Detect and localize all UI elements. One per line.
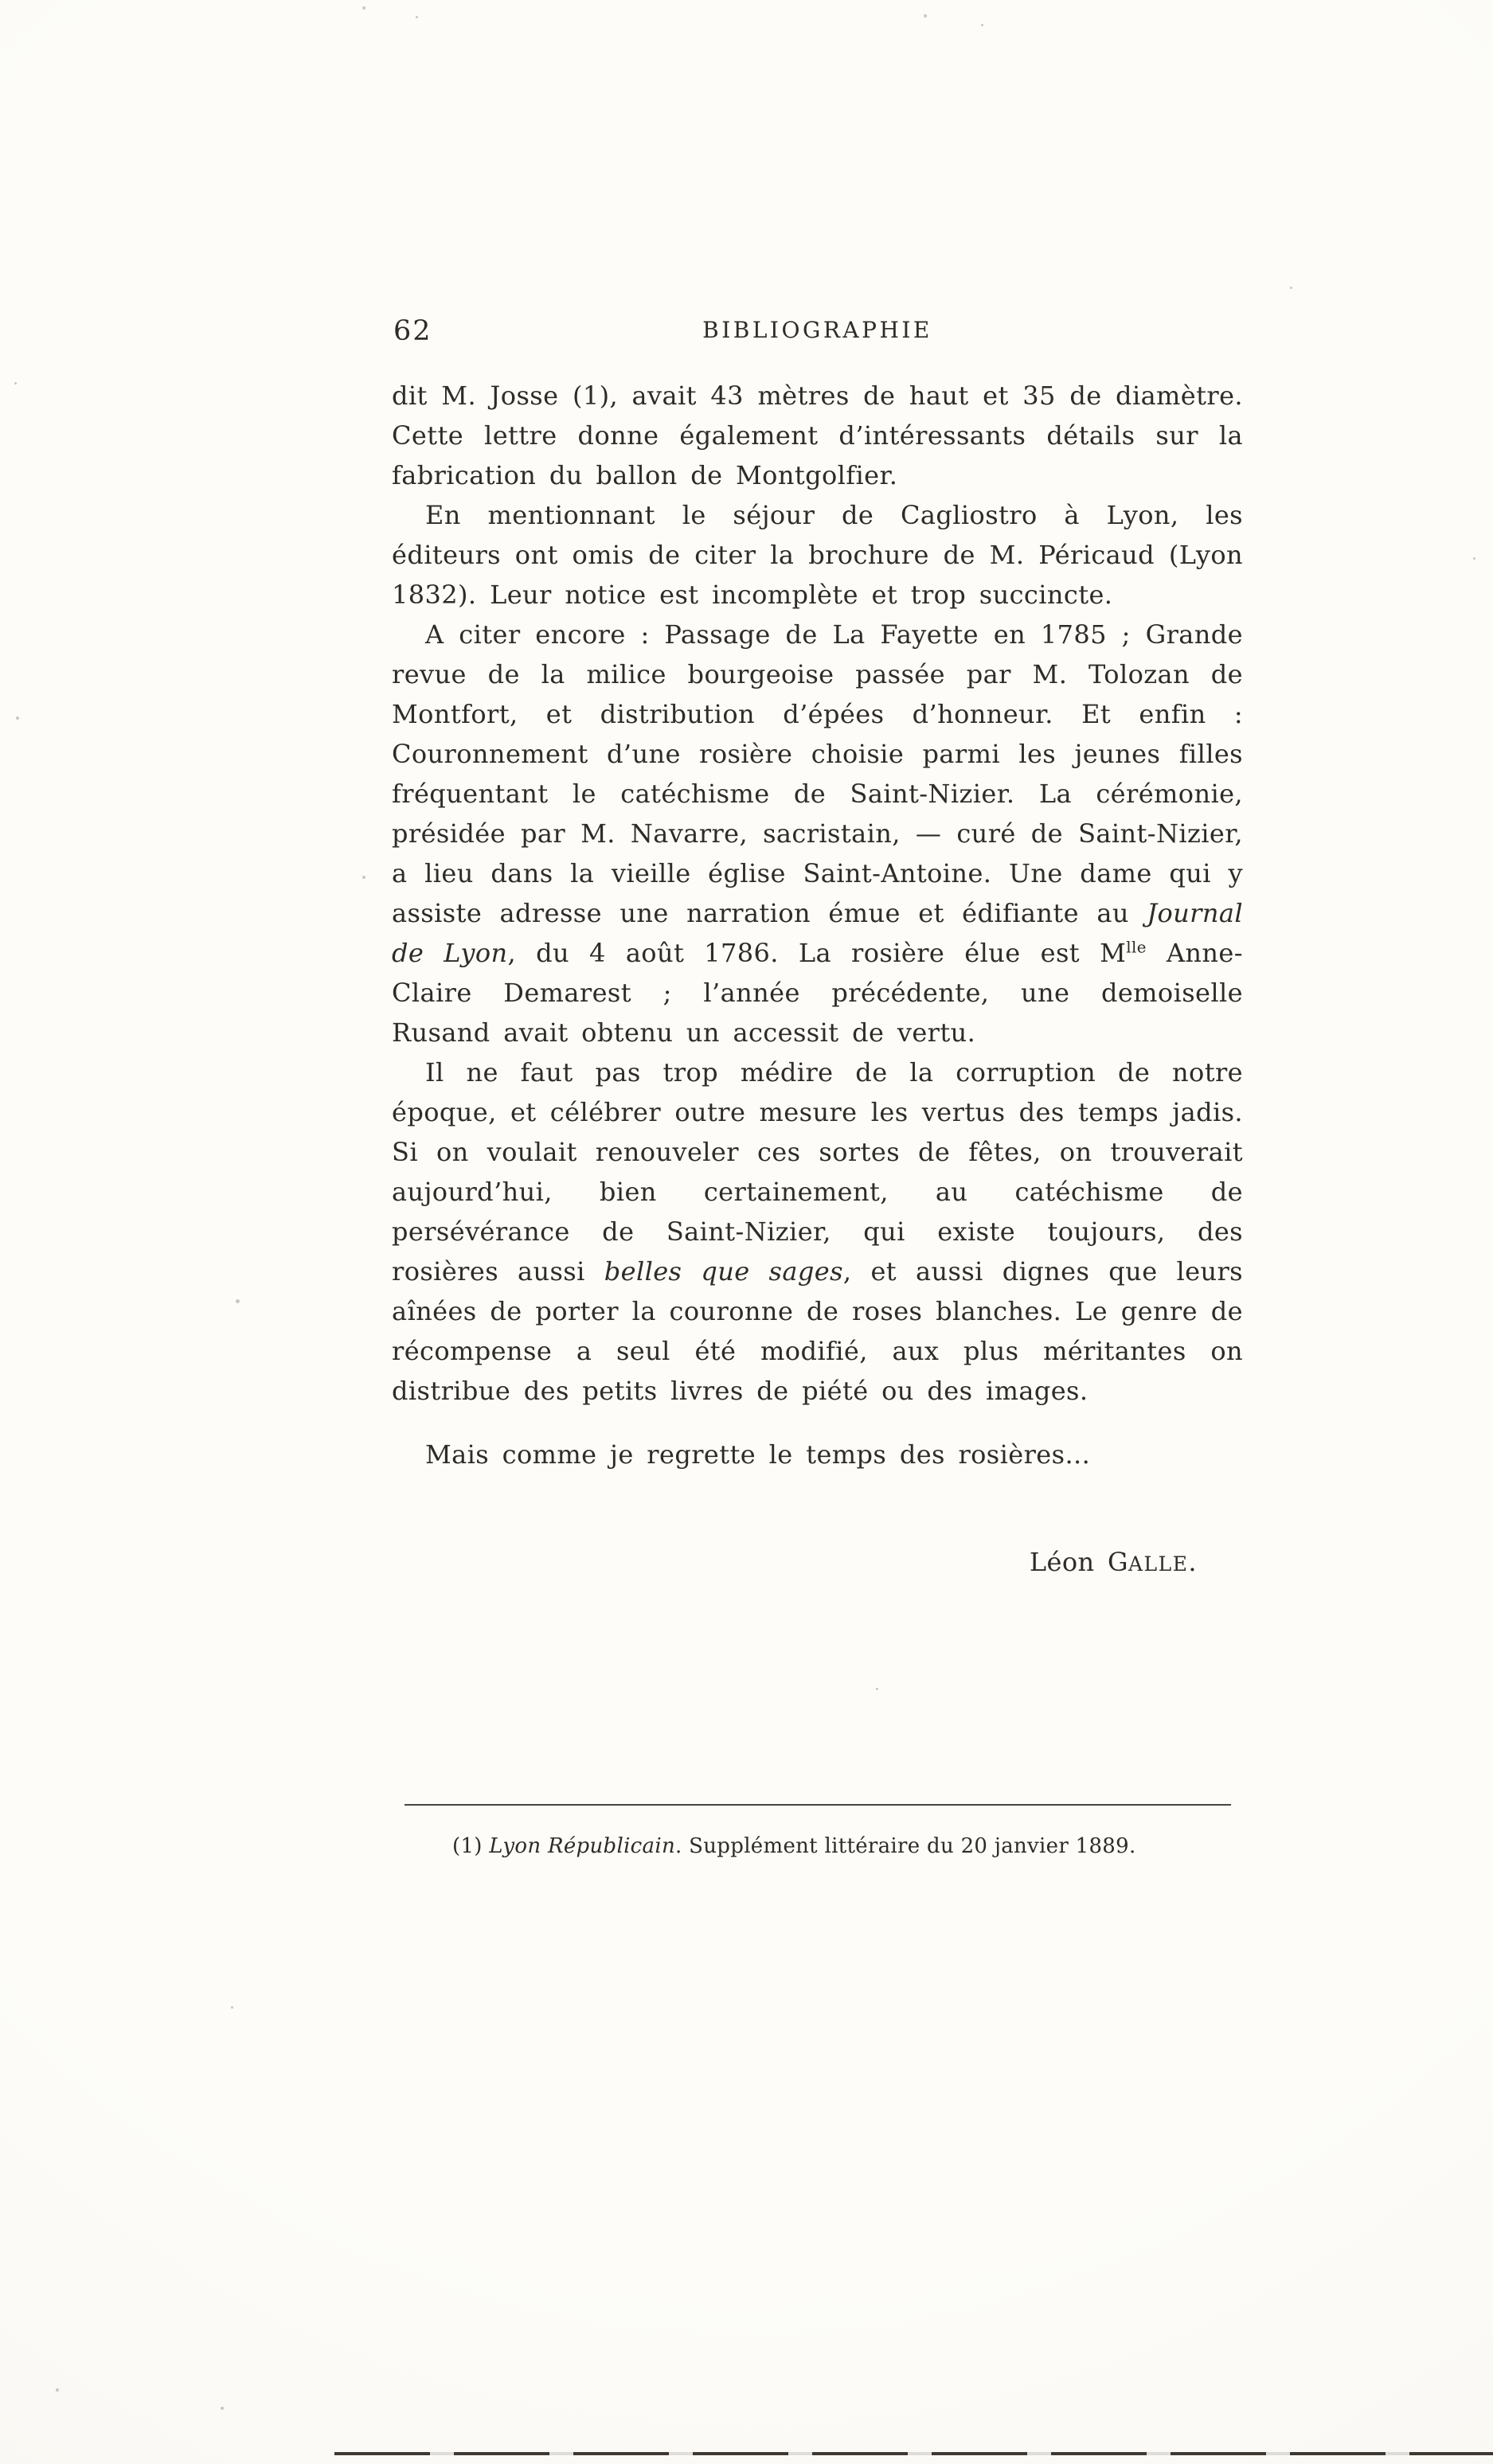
text-run: , du 4 août 1786. La rosière élue est M [507, 938, 1127, 968]
text-run: En mentionnant le séjour de Cagliostro à Lyon, les éditeurs ont omis de citer la brochure de M. Péricaud (Lyon 1832). Leur notice est incomplète et trop succincte. [392, 500, 1243, 610]
body-text [392, 376, 1243, 1584]
superscript-text: lle [1126, 938, 1147, 957]
text-run: (1) [452, 1834, 490, 1858]
scan-speck [1473, 557, 1475, 560]
scan-speck [924, 14, 927, 18]
paragraphs [392, 376, 1243, 1474]
running-title: BIBLIOGRAPHIE [702, 317, 932, 343]
text-run: Mais comme je regrette le temps des rosières... [425, 1439, 1091, 1470]
text-run: . [1188, 1547, 1197, 1577]
text-run: A citer encore : Passage de La Fayette en 1785 ; Grande revue de la milice bourgeoise passée par M. Tolozan de Montfort, et distribution d’épées d’honneur. Et enfin : Couronnement d’une rosière choisie parmi les jeunes filles fréquentant le catéchisme de Saint-Nizier. La cérémonie, présidée par M. Navarre, sacristain, — curé de Saint-Nizier, a lieu dans la vieille église Saint-Antoine. Une dame qui y assiste adresse une narration émue et édifiante au [392, 619, 1243, 928]
italic-text: Journal de Lyon [392, 898, 1243, 968]
footnote [392, 1833, 1243, 1860]
text-run: Léon G [1029, 1547, 1129, 1577]
scan-speck [362, 6, 365, 10]
italic-text: belles que sages [604, 1256, 843, 1287]
scan-bottom-edge [334, 2452, 1493, 2455]
scan-speck [981, 24, 983, 26]
page-header [392, 315, 1243, 347]
scan-speck [14, 382, 17, 385]
scan-speck [1290, 287, 1292, 289]
page-number: 62 [393, 315, 432, 347]
text-run: dit M. Josse (1), avait 43 mètres de haut et 35 de diamètre. Cette lettre donne également d’intéressants détails sur la fabrication du ballon de Montgolfier. [392, 381, 1243, 490]
scan-speck [56, 2388, 59, 2392]
scan-speck [416, 16, 418, 18]
text-run: . Supplément littéraire du 20 janvier 1889. [675, 1834, 1136, 1858]
italic-text: Lyon Républicain [489, 1834, 676, 1858]
scan-speck [231, 2006, 233, 2009]
scan-speck [236, 1299, 240, 1303]
text-run: Il ne faut pas trop médire de la corruption de notre époque, et célébrer outre mesure les vertus des temps jadis. Si on voulait renouveler ces sortes de fêtes, on trouverait aujourd’hui, bien certainement, au catéchisme de persévérance de Saint-Nizier, qui existe toujours, des rosières aussi [392, 1057, 1243, 1287]
text-run: , et aussi dignes que leurs aînées de porter la couronne de roses blanches. Le genre de récompense a seul été modifié, aux plus méritantes on distribue des petits livres de piété ou des images. [392, 1256, 1243, 1406]
scan-speck [16, 717, 19, 720]
paragraph [392, 1052, 1243, 1411]
signature [392, 1542, 1243, 1584]
paragraph [392, 376, 1243, 495]
smallcaps-text: ALLE [1128, 1552, 1189, 1576]
paragraph [392, 615, 1243, 1052]
paragraph [392, 495, 1243, 615]
scan-speck [362, 876, 365, 879]
scan-speck [876, 1688, 878, 1690]
footnote-rule [405, 1804, 1231, 1806]
text-run: Anne-Claire Demarest ; l’année précédente, une demoiselle Rusand avait obtenu un accessit de vertu. [392, 938, 1243, 1048]
scan-speck [221, 2407, 224, 2410]
paragraph [392, 1435, 1243, 1474]
